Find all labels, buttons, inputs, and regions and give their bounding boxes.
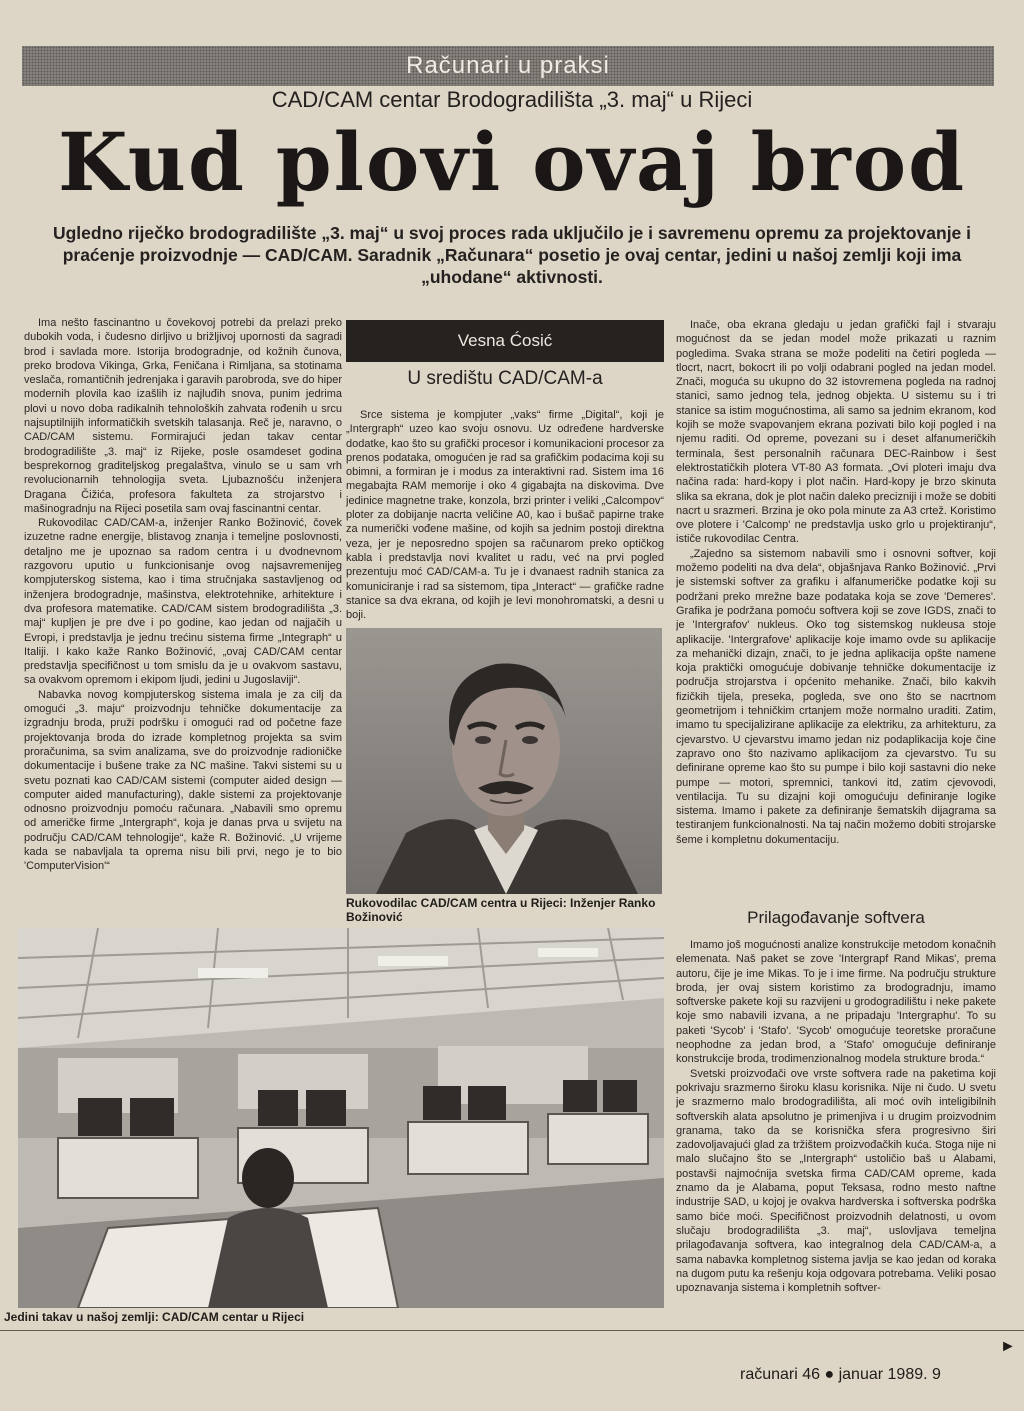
portrait-photo (346, 628, 662, 894)
section-title: Računari u praksi (406, 52, 610, 79)
paragraph: Inače, oba ekrana gledaju u jedan grafički fajl i stvaraju mogućnost da se jedan model može prikazati u raznim pogledima. Svaka strana se može podeliti na četiri pogleda — tlocrt, nacrt, bokocrt ili po volji odabrani pogled na jedan model. Znači, moguća su ukupno do 32 istovremena pogleda na radnoj stanici, samo jednog tela, jednog objekta. U sistemu su i tri stanice sa istim mogućnostima, ali samo sa jednim ekranom, kod kojih se može svapovanjem ekrana pozivati bilo koji pogled i na njemu raditi. Od opreme, povezani su i deset alfanumeričkih terminala, šest personalnih računara DEC-Rainbow i šest elektrostatičkih plotera VT-80 A3 formata. „Ovi ploteri imaju dva načina rada: hard-kopy i plot način. Hard-kopy je brzo skinuta slika sa ekrana, dok je plot način daleko precizniji i može se dobiti nacrt u srazmeri. Brzina je oko pola minute za A3 crtež. Koristimo ove plotere i 'Calcomp' ne predstavlja usko grlo u projektiranju“, ističe rukovodilac Centra. (676, 319, 996, 546)
portrait-caption: Rukovodilac CAD/CAM centra u Rijeci: Inženjer Ranko Božinović (346, 896, 656, 924)
subheading-right: Prilagođavanje softvera (747, 908, 925, 927)
right-column-top (676, 318, 996, 906)
footer-divider (0, 1330, 1024, 1331)
office-caption: Jedini takav u našoj zemlji: CAD/CAM centar u Rijeci (4, 1310, 305, 1324)
portrait-illustration (346, 628, 662, 894)
office-illustration (18, 928, 664, 1308)
paragraph: Ima nešto fascinantno u čovekovoj potrebi da prelazi preko dubokih voda, i čudesno dirljivo u brižljivoj upornosti da sagradi brod i savlada more. Istorija brodogradnje, od kožnih čunova, preko brodova Vikinga, Grka, Feničana i Rimljana, sa stotinama veslača, romantičnih jedrenjaka i garavih parobroda, sve do hiper modernih plovila kao izašlih iz najluđih snova, punim jedrima plovi u novo doba radikalnih tehnoloških zahvata rođenih u srcu najsuptilnijih informatičkih svetskih talasanja. Reč je, naravno, o CAD/CAM sistemu. Formirajući jedan takav centar brodogradilište „3. maj“ iz Rijeke, posle osamdeset godina besprekornog graditeljskog pregalaštva, vinulo se u sam vrh revolucionarnih tehnologija sveta. Ljubaznošću inženjera Dragana Čižića, profesora fakulteta za strojarstvo i mašinogradnju na Rijeci posetila sam ovaj fascinantni centar. (24, 317, 342, 515)
paragraph: Srce sistema je kompjuter „vaks“ firme „Digital“, koji je „Intergraph“ uzeo kao svoju osnovu. Uz određene hardverske dodatke, kao što su grafički procesor i komunikacioni procesor za prenos podataka, omogućen je rad sa grafičkim podacima koji su obimni, a formiran je i modus za interaktivni rad. Sistem ima 16 megabajta RAM memorije i oko 4 gigabajta na diskovima. Dve jedinice magnetne trake, konzola, brzi printer i veliki „Calcompov“ ploter za dobijanje nacrta veličine A0, kao i bušač papirne trake za numerički vođene mašine, od kojih sa jednim postoji direktna veza, jer je neposredno spojen sa računarom preko optičkog kabla i predstavlja novi kvalitet u radu, već na prvi pogled prezentuju moć CAD/CAM-a. Tu je i dvanaest radnih stanica za komuniciranje i rad sa sistemom, tipa „Interact“ — grafičke radne stanice sa dva ekrana, od kojih je levi monohromatski, a desni u boji. (346, 409, 664, 622)
author-byline: Vesna Ćosić (346, 320, 664, 362)
subheading-center: U središtu CAD/CAM-a (407, 368, 603, 389)
kicker: CAD/CAM centar Brodogradilišta „3. maj“ u Rijeci (271, 87, 753, 112)
office-photo (18, 928, 664, 1308)
paragraph: Svetski proizvođači ove vrste softvera rade na paketima koji pokrivaju srazmerno široku klasu korisnika. Nije ni čudo. U svetu je srazmerno malo brodogradilišta, ali moć ovih inteligibilnih softverskih alata apsolutno je primenjiva i u drugim proizvodnim granama, tako da se korisnička sfera progresivno širi zadovoljavajući glad za tržištem proizvođačkih kuća. Stoga nije ni malo slučajno što se „Intergraph“ ustoličio baš u Alabami, postavši najmoćnija svetska firma CAD/CAM opreme, kada znamo da je Alabama, poput Teksasa, rodno mesto naftne industrije SAD, u kojoj je ovakva hardverska i softverska podrška samo biće moći. Specifičnost proizvodnih delatnosti, u ovom slučaju brodogradilišta „3. maj“, uslovljava temeljna prilagođavanja softvera, kao integralnog dela CAD/CAM-a, a sama nabavka kompletnog sistema javlja se kao jedan od koraka na dugom putu ka rešenju koja odgovara potrebama. Veliki posao upoznavanja sistema i kompletnih softver- (676, 1067, 996, 1295)
paragraph: Imamo još mogućnosti analize konstrukcije metodom konačnih elemenata. Naš paket se zove 'Intergrapf Rand Mikas', prema autoru, čije je ime Mikas. To je i ime firme. Na području strukture broda, jer ovaj sistem koristimo za brodogradnju, imamo softverske pakete koji su razvijeni u grodogradilištu i neke pakete koje smo nabavili izvana, a ne pripadaju 'Intergraphu'. To su paketi 'Sycob' i 'Stafo'. 'Sycob' omogućuje teoretske proračune neophodne za jedan brod, a 'Stafo' omogućuje definiranje konstrukcije broda, trodimenzionalnog modela strukture broda.“ (676, 939, 996, 1066)
paragraph: Rukovodilac CAD/CAM-a, inženjer Ranko Božinović, čovek izuzetne radne energije, blistavog znanja i temeljne poslovnosti, detaljno me je upoznao sa radom centra i u dvodnevnom razgovoru uputio u funkcionisanje ovog najsavremenijeg kompjuterskog sistema, kao i tima stručnjaka sastavljenog od inženjera brodogradnje, mašinstva, elektrotehnike, arhitekture i dva profesora matematike. CAD/CAM sistem brodogradilišta „3. maj“ kupljen je pre dve i po godine, kao jedan od najjačih u Evropi, i predstavlja je jednu trećinu sistema firme „Integraph“ u Italiji. I kako kaže Ranko Božinović, „ovaj CAD/CAM centar predstavlja specifičnost u tom smislu da je u ovakvom sastavu, sa ovakvom opremom i ekipom ljudi, jedini u Jugoslaviji“. (24, 517, 342, 687)
middle-column (346, 408, 664, 623)
lead-paragraph: Ugledno riječko brodogradilište „3. maj“ u svoj proces rada uključilo je i savremenu opremu za projektovanje i praćenje proizvodnje — CAD/CAM. Saradnik „Računara“ posetio je ovaj centar, jedini u našoj zemlji koji ima „uhodane“ aktivnosti. (52, 223, 972, 287)
left-column (24, 316, 342, 924)
paragraph: Nabavka novog kompjuterskog sistema imala je za cilj da omogući „3. maju“ proizvodnju tehničke dokumentacije za izgradnju broda, pruži podršku i omogući rad od početne faze projektovanja broda do izrade kompletnog projekta sa svim proračunima, sa svim analizama, sve do proizvodnje radioničke dokumentacije i bušene trake za NC mašine. Takvi sistemi su u svetu poznati kao CAD/CAM sistemi (computer aided design — computer aided manufacturing), dakle sistemi za projektovanje odnosno proizvodnju pomoću računara. „Nabavili smo opremu od američke firme „Intergraph“, koja je danas prva u svijetu na području CAD/CAM tehnologije“, kaže R. Božinović. „U vrijeme kada se nabavljala ta oprema nisu bili prvi, nego je to bio 'ComputerVision'“ (24, 688, 342, 873)
right-column-bottom (676, 938, 996, 1370)
page-footer: računari 46 ● januar 1989. 9 (740, 1366, 941, 1383)
page-title: Kud plovi ovaj brod (58, 115, 966, 209)
continue-arrow-icon: ► (1000, 1338, 1016, 1355)
paragraph: „Zajedno sa sistemom nabavili smo i osnovni softver, koji možemo podeliti na dva dela“, objašnjava Ranko Božinović. „Prvi je sistemski softver za grafiku i alfanumeričke podatke koji su podržani preko mrežne baze podataka koja se zove 'Demeres'. Grafika je podržana pomoću softvera koji se zove IGDS, znači to je 'Intergrafov' nukleus. Oko tog sistemskog nukleusa stoje aplikacije. 'Intergrafove' aplikacije koje imamo ovde su aplikacije za mehanički dizajn, znači, to je jedna aplikacija opšte namene koja praktički omogućuje dobivanje tehničke dokumentacije iz područja strojarstva i općenito mehanike. Znači, bilo kakvih fizičkih tijela, preseka, pogleda, sve ono što se nacrtnom geometrijom i tehničkim crtanjem može normalno uraditi. Zatim, imamo tu specijalizirane aplikacije za elektriku, za arhitekturu, za cjevarstvo. U cjevarstvu imamo jedan niz podaplikacija koje čine zapravo ono što nazivamo aplikacijom za cjevarstvo. Tu su definirane opreme kao što su pumpe i bilo koji sastavni dio neke pumpe — motori, spremnici, tankovi itd, zatim cjevovodi, ventilacija. Tu su dizajni koji omogućuju definiranje logike sistema. Imamo i pakete za definiranje šematskih dijagrama sa testiranjem funkcionalnosti. Na taj način možemo dobiti strojarske šeme i kompletnu dokumentaciju. (676, 547, 996, 846)
section-banner (22, 46, 994, 86)
